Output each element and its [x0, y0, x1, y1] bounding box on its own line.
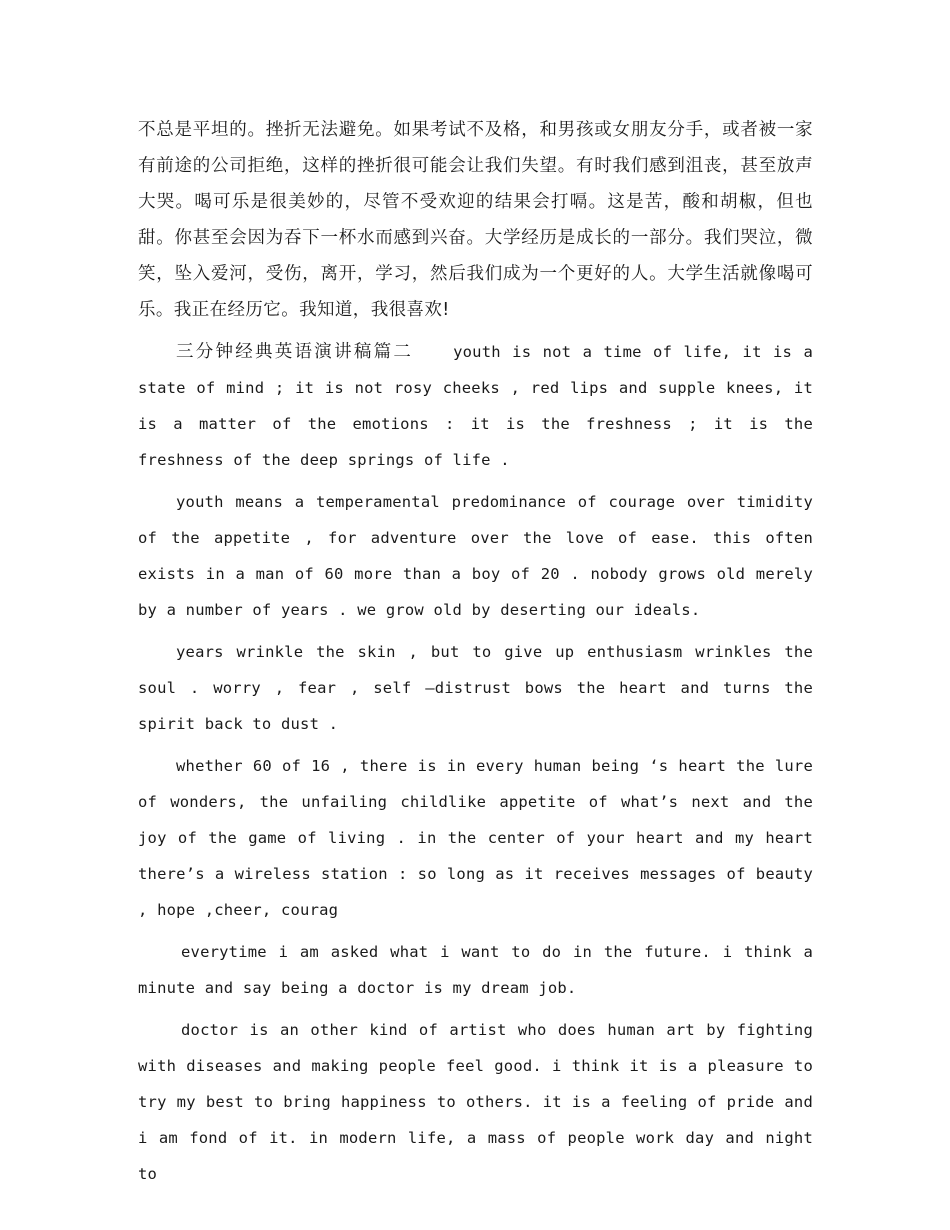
paragraph-youth-state-of-mind: youth is not a time of life, it is a state of mind ; it is not rosy cheeks , red lips and supple knees, it is a matter of the emotions : it is the freshness ; it is the freshness of the deep springs of life .: [138, 343, 813, 469]
paragraph-youth-courage: youth means a temperamental predominance of courage over timidity of the appetite , for adventure over the love of ease. this often exists in a man of 60 more than a boy of 20 . nobody grows old merely by a number of years . we grow old by deserting our ideals.: [138, 493, 813, 619]
paragraph-years-wrinkle: years wrinkle the skin , but to give up enthusiasm wrinkles the soul . worry , fear , self –distrust bows the heart and turns the spirit back to dust .: [138, 643, 813, 733]
paragraph-lure-of-wonders: whether 60 of 16 , there is in every human being ‘s heart the lure of wonders, the unfailing childlike appetite of what’s next and the joy of the game of living . in the center of your heart and my heart there’s a wireless station : so long as it receives messages of beauty , hope ,cheer, courag: [138, 757, 813, 919]
paragraph-dream-job: everytime i am asked what i want to do in the future. i think a minute and say being a doctor is my dream job.: [138, 943, 813, 997]
paragraph-chinese-conclusion: 不总是平坦的。挫折无法避免。如果考试不及格，和男孩或女朋友分手，或者被一家有前途的公司拒绝，这样的挫折很可能会让我们失望。有时我们感到沮丧，甚至放声大哭。喝可乐是很美妙的，尽管不受欢迎的结果会打嗝。这是苦，酸和胡椒，但也甜。你甚至会因为吞下一杯水而感到兴奋。大学经历是成长的一部分。我们哭泣，微笑，坠入爱河，受伤，离开，学习，然后我们成为一个更好的人。大学生活就像喝可乐。我正在经历它。我知道，我很喜欢!: [138, 120, 813, 320]
document-body: [138, 112, 813, 1198]
paragraph-speech-two-intro: [138, 334, 813, 478]
section-heading: 三分钟经典英语演讲稿篇二: [176, 342, 414, 362]
paragraph-doctor-artist: doctor is an other kind of artist who does human art by fighting with diseases and making people feel good. i think it is a pleasure to try my best to bring happiness to others. it is a feeling of pride and i am fond of it. in modern life, a mass of people work day and night to: [138, 1021, 813, 1183]
